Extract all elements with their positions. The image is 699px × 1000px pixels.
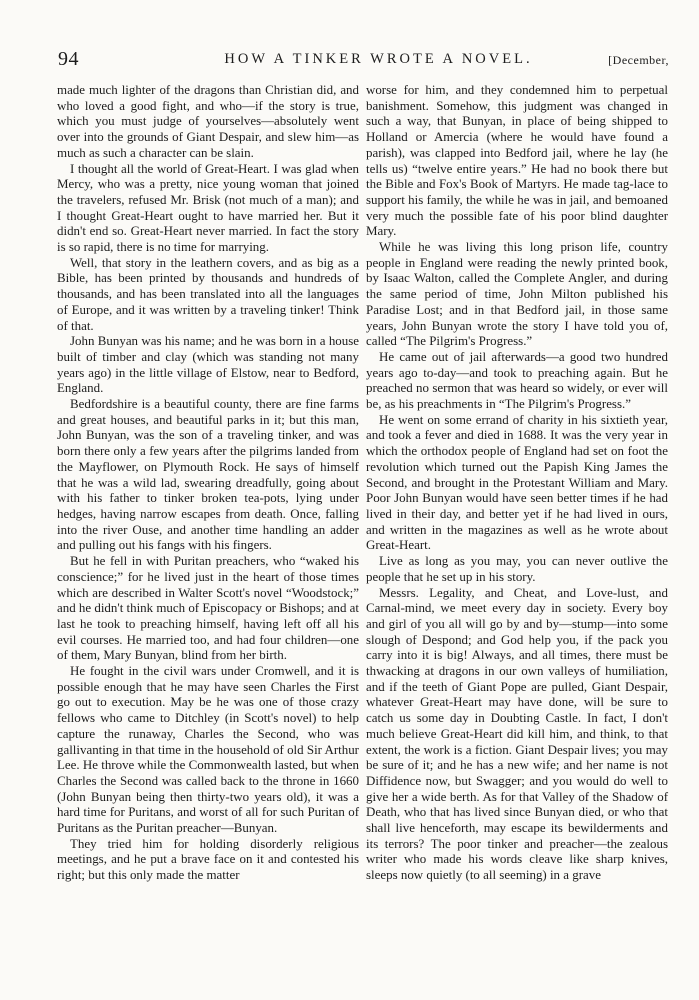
paragraph: He went on some errand of charity in his sixtieth year, and took a fever and died in 1688. It was the very year in which the orthodox people of England had set on foot the revolution which turned out the Papish King James the Second, and brought in the Protestant William and Mary. Poor John Bunyan would have seen better times if he had lived in their day, and better yet if he had lived in ours, and written in the magazines as well as he wrote about Great-Heart. (366, 411, 668, 553)
paragraph: Bedfordshire is a beautiful county, there are fine farms and great houses, and beautiful parks in it; but this man, John Bunyan, was the son of a traveling tinker, and was born there only a few years after the pilgrims landed from the Mayflower, on Plymouth Rock. He says of himself that he was a wild lad, swearing dreadfully, going about with his father to tinker broken tea-pots, lying under hedges, having narrow escapes from death. Once, falling into the river Ouse, and another time handling an adder and pulling out his fangs with his fingers. (57, 396, 359, 553)
running-title: HOW A TINKER WROTE A NOVEL. (224, 51, 533, 67)
paragraph: Live as long as you may, you can never outlive the people that he set up in his story. (366, 553, 668, 584)
paragraph: While he was living this long prison life, country people in England were reading the newly printed book, by Isaac Walton, called the Complete Angler, and during the same period of time, John Milton published his Paradise Lost; and in that Bedford jail, in those same years, John Bunyan wrote the story I have told you of, called “The Pilgrim's Progress.” (366, 239, 668, 349)
paragraph: But he fell in with Puritan preachers, who “waked his conscience;” for he lived just in the heart of those times which are described in Walter Scott's novel “Woodstock;” and he didn't think much of Episcopacy or Bishops; and at last he took to preaching himself, having left off all his evil courses. He married too, and had four children—one of them, Mary Bunyan, blind from her birth. (57, 553, 359, 663)
issue-label: [December, (608, 53, 669, 67)
paragraph: made much lighter of the dragons than Christian did, and who loved a good fight, and who—if the story is true, which you must judge of yourselves—absolutely went over into the grounds of Giant Despair, and slew him—as much as such a character can be slain. (57, 82, 359, 160)
paragraph: He came out of jail afterwards—a good two hundred years ago to-day—and took to preaching again. But he preached no sermon that was heard so widely, or ever will be, as his preachments in “The Pilgrim's Progress.” (366, 348, 668, 412)
paragraph: He fought in the civil wars under Cromwell, and it is possible enough that he may have seen Charles the First go out to execution. May be he was one of those crazy fellows who came to Ditchley (in Scott's novel) to help capture the runaway, Charles the Second, who was gallivanting in that time in the household of old Sir Arthur Lee. He throve while the Commonwealth lasted, but when Charles the Second was called back to the throne in 1660 (John Bunyan being then thirty-two years old), it was a hard time for Puritans, and worst of all for such Puritan of Puritans as the Puritan preacher—Bunyan. (57, 663, 359, 836)
page-number: 94 (58, 48, 79, 70)
right-column (366, 82, 668, 883)
paragraph: John Bunyan was his name; and he was born in a house built of timber and clay (which was standing not many years ago) in the little village of Elstow, near to Bedford, England. (57, 333, 359, 396)
paragraph: worse for him, and they condemned him to perpetual banishment. Somehow, this judgment was changed in such a way, that Bunyan, in place of being shipped to Holland or Amercia (where he would have found a parish), was clapped into Bedford jail, where he lay (he tells us) “twelve entire years.” He had no book there but the Bible and Fox's Book of Martyrs. He made tag-lace to support his family, the while he was in jail, and bemoaned very much the possible fate of his poor blind daughter Mary. (366, 82, 668, 239)
page-header (58, 48, 669, 72)
paragraph: Messrs. Legality, and Cheat, and Love-lust, and Carnal-mind, we meet every day in society. Every boy and girl of you all will go by and by—stump—into some slough of Despond; and God help you, if the pack you carry into it is big! Always, and all times, there must be thwacking at dragons in our own valleys of humiliation, and if the teeth of Giant Pope are pulled, Giant Despair, whatever Great-Heart may have done, will be sure to catch us some day in Doubting Castle. In fact, I don't much believe Great-Heart did kill him, and think, to that extent, the work is a fiction. Giant Despair lives; you may be sure of it; and he has a new wife; and her name is not Diffidence now, but Swagger; and you would do well to give her a wide berth. As for that Valley of the Shadow of Death, who that has lived since Bunyan died, or who that shall live henceforth, may escape its bewilderments and its terrors? The poor tinker and preacher—the zealous writer who made his words cleave like sharp knives, sleeps now quietly (to all seeming) in a grave (366, 584, 668, 883)
paragraph: I thought all the world of Great-Heart. I was glad when Mercy, who was a pretty, nice young woman that joined the travelers, refused Mr. Brisk (not much of a man); and I thought Great-Heart ought to have married her. But it didn't end so. Great-Heart never married. In fact the story is so rapid, there is no time for marrying. (57, 160, 359, 255)
left-column (57, 82, 359, 883)
paragraph: Well, that story in the leathern covers, and as big as a Bible, has been printed by thousands and hundreds of thousands, and has been translated into all the languages of Europe, and it was written by a traveling tinker! Think of that. (57, 254, 359, 333)
paragraph: They tried him for holding disorderly religious meetings, and he put a brave face on it and contested his right; but this only made the matter (57, 835, 359, 883)
